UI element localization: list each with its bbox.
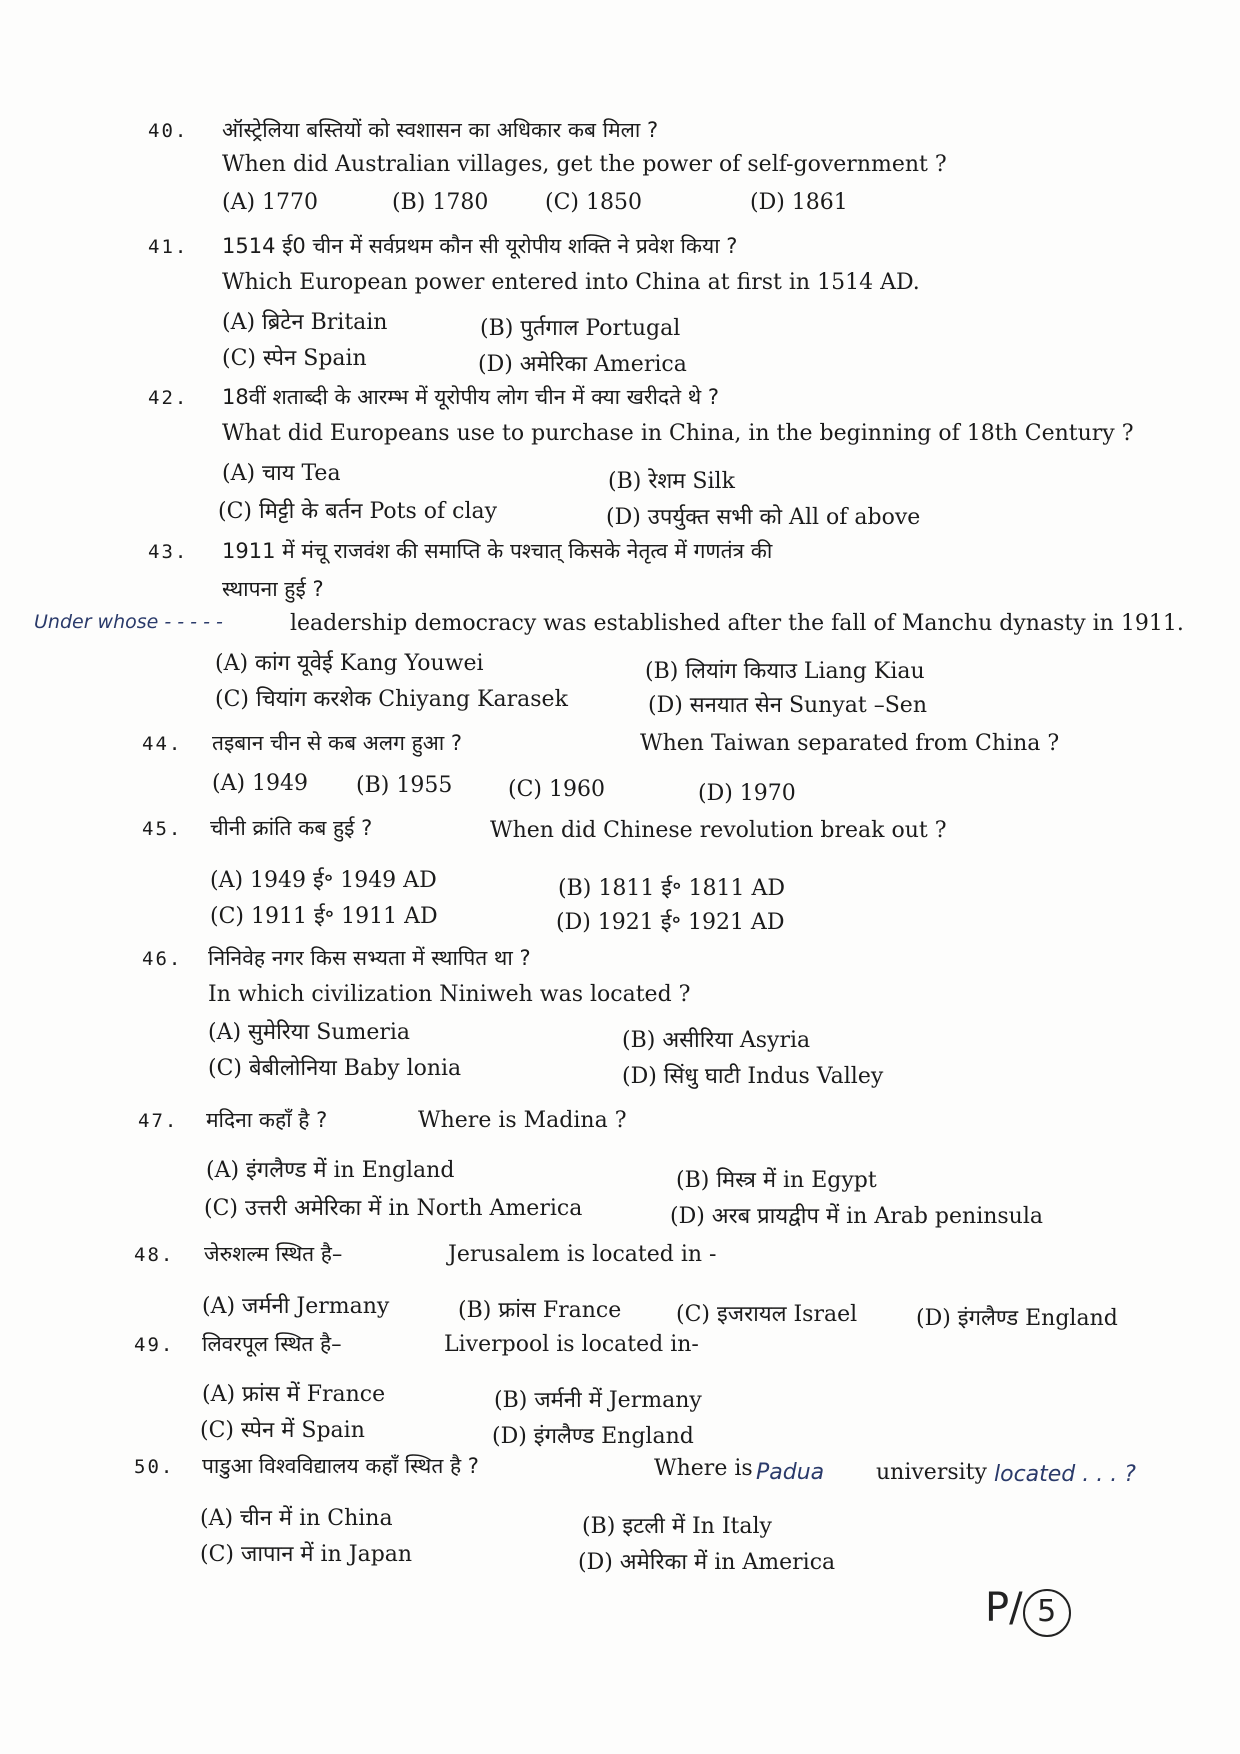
option-c: (C) 1911 ई॰ 1911 AD <box>210 904 438 929</box>
option-a: (A) चाय Tea <box>222 461 341 486</box>
option-d: (D) अमेरिका America <box>478 352 687 377</box>
handwritten-note: Under whose - - - - - <box>34 611 223 633</box>
option-c: (C) बेबीलोनिया Baby lonia <box>208 1056 462 1081</box>
option-a: (A) 1949 <box>212 771 309 796</box>
question-number: 42. <box>148 387 189 409</box>
option-c: (C) स्पेन Spain <box>222 346 367 371</box>
question-number: 48. <box>134 1244 175 1266</box>
question-number: 46. <box>142 948 183 970</box>
option-d: (D) अमेरिका में in America <box>578 1550 836 1575</box>
option-b: (B) 1780 <box>392 190 489 215</box>
page-mark-prefix: P/ <box>985 1585 1023 1631</box>
question-hindi: तइबान चीन से कब अलग हुआ ? <box>212 731 463 755</box>
option-a: (A) इंगलैण्ड में in England <box>206 1158 455 1183</box>
question-hindi: पाडुआ विश्वविद्यालय कहाँ स्थित है ? <box>202 1454 479 1478</box>
option-c: (C) 1850 <box>545 190 642 215</box>
question-hindi: 1514 ई0 चीन में सर्वप्रथम कौन सी यूरोपीय शक्ति ने प्रवेश किया ? <box>222 234 738 258</box>
option-d: (D) इंगलैण्ड England <box>492 1424 694 1449</box>
option-a: (A) जर्मनी Jermany <box>202 1294 390 1319</box>
option-b: (B) पुर्तगाल Portugal <box>480 316 681 341</box>
page-mark-circled-number: 5 <box>1023 1589 1071 1637</box>
option-c: (C) मिट्टी के बर्तन Pots of clay <box>218 499 498 524</box>
option-d: (D) उपर्युक्त सभी को All of above <box>606 505 921 530</box>
question-hindi: निनिवेह नगर किस सभ्यता में स्थापित था ? <box>208 946 531 970</box>
question-english: Which European power entered into China at first in 1514 AD. <box>222 270 920 295</box>
option-d: (D) सिंधु घाटी Indus Valley <box>622 1064 884 1089</box>
option-b: (B) लियांग कियाउ Liang Kiau <box>645 659 925 684</box>
question-hindi: 1911 में मंचू राजवंश की समाप्ति के पश्चात् किसके नेतृत्व में गणतंत्र की <box>222 539 773 563</box>
option-a: (A) 1949 ई॰ 1949 AD <box>210 868 437 893</box>
question-number: 47. <box>138 1110 179 1132</box>
option-a: (A) फ्रांस में France <box>202 1382 386 1407</box>
question-hindi: मदिना कहाँ है ? <box>206 1108 328 1132</box>
question-hindi: ऑस्ट्रेलिया बस्तियों को स्वशासन का अधिकार कब मिला ? <box>222 118 659 142</box>
option-c: (C) इजरायल Israel <box>676 1302 858 1327</box>
question-number: 44. <box>142 733 183 755</box>
question-english: When did Australian villages, get the power of self-government ? <box>222 152 947 177</box>
question-hindi: जेरुशल्म स्थित है– <box>204 1242 343 1266</box>
option-b: (B) जर्मनी में Jermany <box>494 1388 702 1413</box>
question-number: 40. <box>148 120 189 142</box>
option-b: (B) इटली में In Italy <box>582 1514 772 1539</box>
question-english: Where is Madina ? <box>418 1108 627 1133</box>
option-a: (A) सुमेरिया Sumeria <box>208 1020 411 1045</box>
option-d: (D) 1970 <box>698 781 796 806</box>
option-d: (D) अरब प्रायद्वीप में in Arab peninsula <box>670 1204 1044 1229</box>
question-number: 49. <box>134 1334 175 1356</box>
option-a: (A) चीन में in China <box>200 1506 393 1531</box>
option-a: (A) ब्रिटेन Britain <box>222 310 388 335</box>
option-d: (D) सनयात सेन Sunyat –Sen <box>648 693 927 718</box>
question-hindi: चीनी क्रांति कब हुई ? <box>210 816 373 840</box>
question-number: 50. <box>134 1456 175 1478</box>
option-c: (C) जापान में in Japan <box>200 1542 413 1567</box>
question-hindi: लिवरपूल स्थित है– <box>202 1332 342 1356</box>
question-number: 43. <box>148 541 189 563</box>
option-b: (B) असीरिया Asyria <box>622 1028 811 1053</box>
question-english: leadership democracy was established after the fall of Manchu dynasty in 1911. <box>290 611 1184 636</box>
question-english: Liverpool is located in- <box>444 1332 699 1357</box>
page-number-mark <box>985 1585 1071 1637</box>
question-english: Jerusalem is located in - <box>448 1242 717 1267</box>
option-b: (B) फ्रांस France <box>458 1298 622 1323</box>
question-english: When Taiwan separated from China ? <box>640 731 1060 756</box>
option-d: (D) 1921 ई॰ 1921 AD <box>556 910 785 935</box>
option-d: (D) इंगलैण्ड England <box>916 1306 1118 1331</box>
handwritten-padua: Padua <box>756 1460 825 1485</box>
question-number: 41. <box>148 236 189 258</box>
question-english: In which civilization Niniweh was located ? <box>208 982 691 1007</box>
question-number: 45. <box>142 818 183 840</box>
option-c: (C) स्पेन में Spain <box>200 1418 365 1443</box>
question-english-start: Where is <box>654 1456 753 1481</box>
option-c: (C) उत्तरी अमेरिका में in North America <box>204 1196 583 1221</box>
question-english: When did Chinese revolution break out ? <box>490 818 947 843</box>
option-b: (B) मिस्त्र में in Egypt <box>676 1168 877 1193</box>
option-b: (B) 1811 ई॰ 1811 AD <box>558 876 785 901</box>
question-english: What did Europeans use to purchase in China, in the beginning of 18th Century ? <box>222 421 1134 446</box>
question-hindi-continued: स्थापना हुई ? <box>222 577 324 601</box>
option-b: (B) रेशम Silk <box>608 469 735 494</box>
option-c: (C) चियांग करशेक Chiyang Karasek <box>215 687 568 712</box>
option-b: (B) 1955 <box>356 773 453 798</box>
option-c: (C) 1960 <box>508 777 605 802</box>
question-english-end: university <box>876 1460 987 1485</box>
option-d: (D) 1861 <box>750 190 848 215</box>
question-hindi: 18वीं शताब्दी के आरम्भ में यूरोपीय लोग चीन में क्या खरीदते थे ? <box>222 385 719 409</box>
option-a: (A) 1770 <box>222 190 319 215</box>
handwritten-located: located . . . ? <box>994 1462 1136 1487</box>
option-a: (A) कांग यूवेई Kang Youwei <box>215 651 484 676</box>
